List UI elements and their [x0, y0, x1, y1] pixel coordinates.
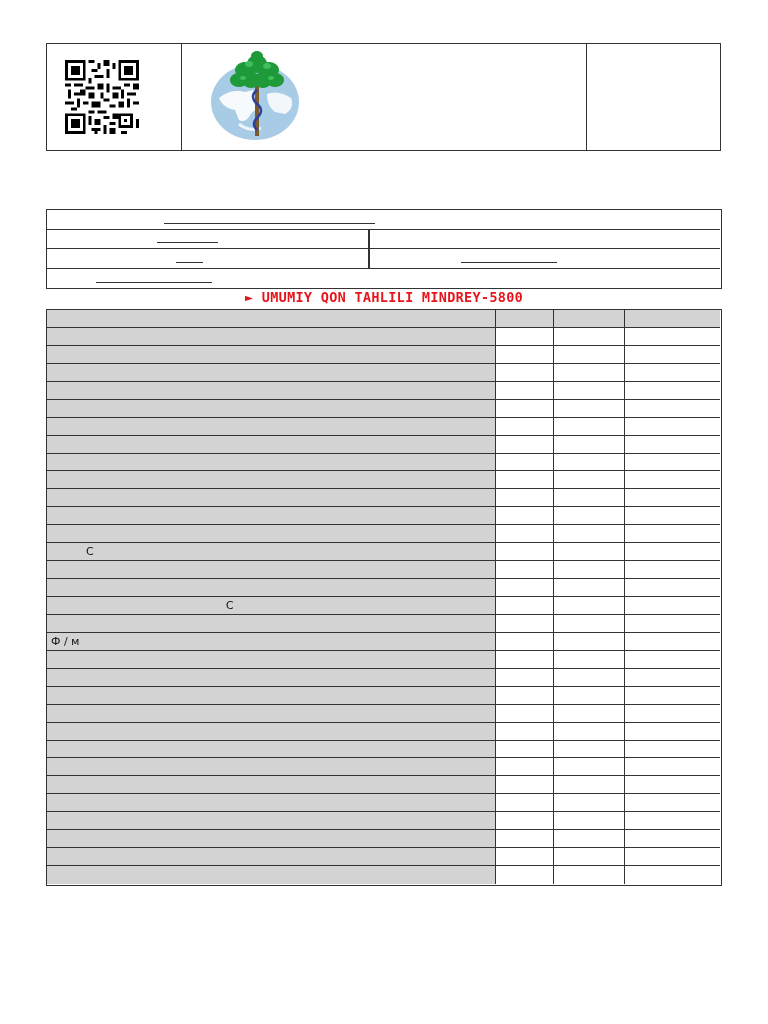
result-cell [496, 741, 554, 758]
table-row [47, 758, 720, 776]
table-row [47, 400, 720, 418]
blank-field-line [164, 223, 375, 224]
table-row [47, 705, 720, 723]
qr-code-icon [64, 60, 140, 134]
result-cell [496, 328, 554, 345]
table-row [47, 812, 720, 830]
table-row [47, 866, 720, 884]
test-name-cell [47, 741, 496, 758]
result-cell [496, 723, 554, 740]
result-cell [496, 758, 554, 775]
norm-cell [625, 400, 720, 417]
test-name-cell [47, 346, 496, 363]
norm-cell [625, 597, 720, 614]
table-row [47, 382, 720, 400]
result-cell [496, 489, 554, 506]
unit-cell [554, 669, 625, 686]
tree-globe-logo-icon [209, 50, 303, 144]
unit-cell [554, 848, 625, 865]
blank-field-line [176, 262, 203, 263]
norm-cell [625, 525, 720, 542]
results-table [46, 309, 722, 886]
unit-cell [554, 794, 625, 811]
patient-info-row [47, 229, 720, 249]
result-cell [496, 346, 554, 363]
test-name-cell [47, 866, 496, 884]
norm-cell [625, 723, 720, 740]
column-header-result [496, 310, 554, 327]
table-row [47, 741, 720, 759]
test-name-cell [47, 525, 496, 542]
patient-info-table [46, 209, 722, 289]
table-row [47, 579, 720, 597]
unit-cell [554, 758, 625, 775]
norm-cell [625, 579, 720, 596]
test-name-cell [47, 830, 496, 847]
unit-cell [554, 436, 625, 453]
table-row [47, 687, 720, 705]
norm-cell [625, 812, 720, 829]
qr-cell [47, 44, 182, 150]
result-cell [496, 454, 554, 471]
test-name-cell [47, 848, 496, 865]
patient-info-row [47, 210, 720, 230]
norm-cell [625, 669, 720, 686]
unit-cell [554, 543, 625, 560]
test-name-cell [47, 382, 496, 399]
test-name-cell [47, 471, 496, 488]
test-name-cell [47, 436, 496, 453]
results-header-row [47, 310, 720, 328]
result-cell [496, 687, 554, 704]
result-cell [496, 669, 554, 686]
unit-cell [554, 776, 625, 793]
test-name-cell [47, 669, 496, 686]
table-row [47, 454, 720, 472]
column-header-norm [625, 310, 720, 327]
test-name-cell [47, 364, 496, 381]
result-cell [496, 866, 554, 884]
table-row [47, 561, 720, 579]
test-name-cell [47, 579, 496, 596]
table-row [47, 489, 720, 507]
test-name-cell [47, 758, 496, 775]
table-row [47, 669, 720, 687]
result-cell [496, 436, 554, 453]
norm-cell [625, 436, 720, 453]
unit-cell [554, 651, 625, 668]
norm-cell [625, 615, 720, 632]
unit-cell [554, 615, 625, 632]
norm-cell [625, 364, 720, 381]
table-row [47, 471, 720, 489]
patient-info-row [47, 269, 720, 289]
test-name-cell [47, 651, 496, 668]
table-row [47, 651, 720, 669]
test-name-cell [47, 776, 496, 793]
report-title: ► UMUMIY QON TAHLILI MINDREY-5800 [244, 290, 524, 306]
unit-cell [554, 346, 625, 363]
norm-cell [625, 418, 720, 435]
result-cell [496, 507, 554, 524]
result-cell [496, 776, 554, 793]
norm-cell [625, 633, 720, 650]
result-cell [496, 848, 554, 865]
unit-cell [554, 400, 625, 417]
test-name-cell [47, 489, 496, 506]
result-cell [496, 364, 554, 381]
norm-cell [625, 507, 720, 524]
test-name-cell [47, 687, 496, 704]
result-cell [496, 633, 554, 650]
table-row [47, 346, 720, 364]
norm-cell [625, 741, 720, 758]
unit-cell [554, 454, 625, 471]
result-cell [496, 651, 554, 668]
norm-cell [625, 346, 720, 363]
unit-cell [554, 525, 625, 542]
header-right-cell [587, 44, 721, 150]
test-name-cell [47, 705, 496, 722]
norm-cell [625, 651, 720, 668]
unit-cell [554, 812, 625, 829]
norm-cell [625, 866, 720, 884]
result-cell [496, 705, 554, 722]
column-header-unit [554, 310, 625, 327]
patient-info-row [47, 249, 720, 269]
test-name-cell: С [47, 597, 496, 614]
norm-cell [625, 705, 720, 722]
column-header-test [47, 310, 496, 327]
report-header [46, 43, 721, 151]
table-row [47, 525, 720, 543]
unit-cell [554, 866, 625, 884]
table-row [47, 723, 720, 741]
result-cell [496, 812, 554, 829]
norm-cell [625, 471, 720, 488]
test-name-cell [47, 328, 496, 345]
result-cell [496, 525, 554, 542]
unit-cell [554, 471, 625, 488]
norm-cell [625, 848, 720, 865]
table-row [47, 794, 720, 812]
norm-cell [625, 543, 720, 560]
table-row [47, 848, 720, 866]
unit-cell [554, 328, 625, 345]
unit-cell [554, 579, 625, 596]
table-row [47, 597, 720, 615]
result-cell [496, 471, 554, 488]
norm-cell [625, 489, 720, 506]
logo-cell [182, 44, 587, 150]
table-row [47, 364, 720, 382]
result-cell [496, 794, 554, 811]
result-cell [496, 400, 554, 417]
unit-cell [554, 705, 625, 722]
test-name-cell [47, 723, 496, 740]
test-name-cell [47, 507, 496, 524]
table-row [47, 328, 720, 346]
norm-cell [625, 794, 720, 811]
test-name-cell [47, 400, 496, 417]
column-divider [368, 249, 370, 269]
test-name-cell: С [47, 543, 496, 560]
table-row [47, 830, 720, 848]
result-cell [496, 830, 554, 847]
test-name-cell [47, 418, 496, 435]
unit-cell [554, 597, 625, 614]
unit-cell [554, 830, 625, 847]
test-name-cell [47, 561, 496, 578]
unit-cell [554, 418, 625, 435]
table-row [47, 543, 720, 561]
unit-cell [554, 723, 625, 740]
result-cell [496, 382, 554, 399]
unit-cell [554, 561, 625, 578]
result-cell [496, 579, 554, 596]
table-row [47, 615, 720, 633]
norm-cell [625, 454, 720, 471]
table-row [47, 418, 720, 436]
result-cell [496, 597, 554, 614]
test-name-cell [47, 794, 496, 811]
blank-field-line [157, 242, 218, 243]
blank-field-line [96, 282, 212, 283]
norm-cell [625, 687, 720, 704]
result-cell [496, 615, 554, 632]
unit-cell [554, 633, 625, 650]
norm-cell [625, 328, 720, 345]
result-cell [496, 561, 554, 578]
norm-cell [625, 758, 720, 775]
column-divider [368, 229, 370, 249]
table-row [47, 633, 720, 651]
unit-cell [554, 741, 625, 758]
blank-field-line [461, 262, 557, 263]
norm-cell [625, 382, 720, 399]
result-cell [496, 418, 554, 435]
norm-cell [625, 776, 720, 793]
unit-cell [554, 489, 625, 506]
unit-cell [554, 364, 625, 381]
test-name-cell: Ф / м [47, 633, 496, 650]
result-cell [496, 543, 554, 560]
test-name-cell [47, 812, 496, 829]
unit-cell [554, 507, 625, 524]
unit-cell [554, 687, 625, 704]
norm-cell [625, 830, 720, 847]
unit-cell [554, 382, 625, 399]
table-row [47, 436, 720, 454]
test-name-cell [47, 454, 496, 471]
table-row [47, 776, 720, 794]
table-row [47, 507, 720, 525]
test-name-cell [47, 615, 496, 632]
norm-cell [625, 561, 720, 578]
